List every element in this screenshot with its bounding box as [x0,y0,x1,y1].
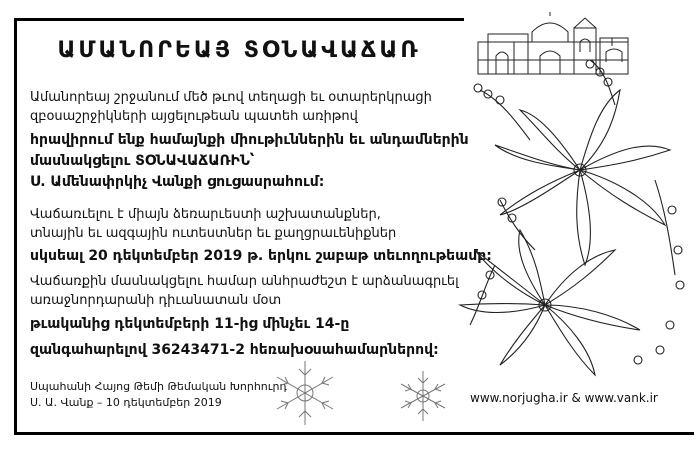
frame-left-rule [14,18,17,435]
phone-line: զանգահարելով 36243471-2 հեռախօսահամարներով: [30,342,439,358]
intro-line-2: զբօսաշրջիկների այցելութեան պատեհ առիթով [30,109,358,124]
footer-organization: Սպահանի Հայոց Թեմի Թեմական Խորհուրդ [30,380,287,393]
snowflake-small-icon [395,368,451,424]
website-link[interactable]: www.norjugha.ir & www.vank.ir [470,391,658,405]
frame-bottom-rule [14,432,694,435]
intro-line-1: Ամանորեայ շրջանում մեծ թւով տեղացի եւ օտարերկրացի [30,90,432,105]
venue-line: Ս. Ամենափրկիչ Վանքի ցուցասրահում: [30,174,325,190]
snowflake-large-icon [270,358,340,428]
registration-line-1: Վաճառքին մասնակցելու համար անհրաժեշտ է արձանագրւել [30,274,459,289]
goods-line-1: Վաճառւելու է միայն ձեռարւեստի աշխատանքներ, [30,207,381,222]
footer-date: Ս. Ա. Վանք – 10 դեկտեմբեր 2019 [30,396,222,409]
dates-line: սկսեալ 20 դեկտեմբեր 2019 թ. երկու շաբաթ տեւողութեամբ: [30,248,492,264]
page-title: ԱՄԱՆՈՐԵԱՅ ՏՕՆԱՎԱՃԱՌ [57,38,421,63]
registration-line-2: առաջնորդարանի դիւանատան մօտ [30,293,282,308]
poinsettia-decoration [440,60,690,380]
frame-top-rule [14,18,464,21]
goods-line-2: տնային եւ ազգային ուտեստներ եւ քաղցրաւենիքներ [30,226,397,241]
invite-line-2: մասնակցելու ՏՕՆԱՎԱՃԱՌԻՆ՝ [30,153,255,169]
registration-period-line: թւականից դեկտեմբերի 11-ից մինչեւ 14-ը [30,316,350,332]
invite-line-1: հրավիրում ենք համայնքի միութիւններին եւ անդամներին [30,132,469,148]
